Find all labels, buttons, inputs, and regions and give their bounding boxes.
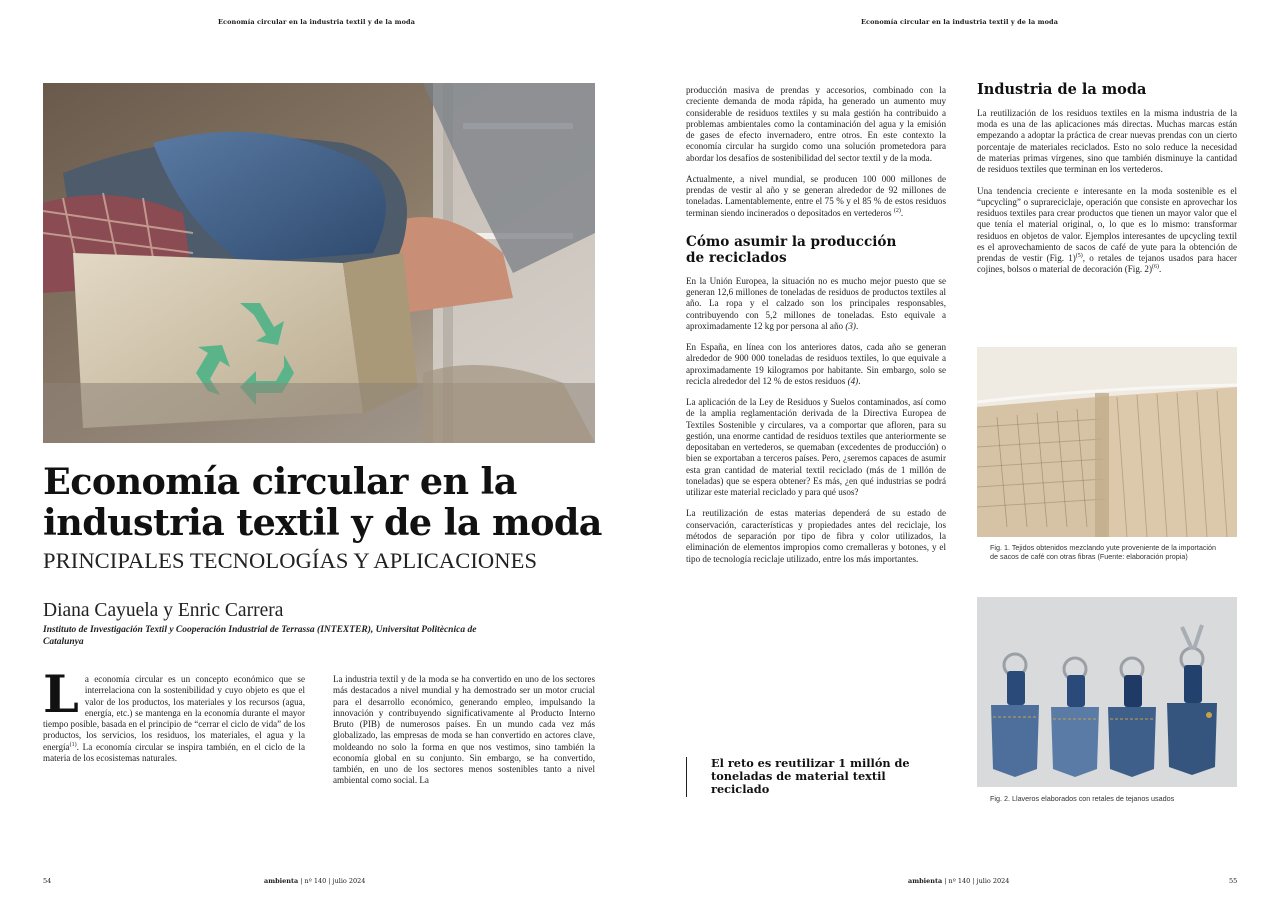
- footer-credit-left: [264, 877, 365, 885]
- figure-2-caption: Fig. 2. Llaveros elaborados con retales de tejanos usados: [990, 794, 1175, 803]
- figure-1-photo: [977, 347, 1237, 537]
- footnote-ref[interactable]: (6): [1152, 264, 1160, 271]
- footnote-ref[interactable]: (1): [69, 741, 77, 748]
- magazine-name: ambienta: [908, 877, 943, 885]
- paragraph: La reutilización de los residuos textiles en la misma industria de la moda es una de las aplicaciones más directas. Muchas marcas están empezando a adoptar la práctica de crear nuevas prendas con un cierto porcentaje de materiales reciclados. Esto no solo reduce la necesidad de materias primas vírgenes, sino que también disminuye la cantidad de residuos textiles que terminan en los vertederos.: [977, 107, 1237, 175]
- drop-cap: L: [43, 665, 79, 725]
- paragraph-text: Actualmente, a nivel mundial, se producen 100 000 millones de prendas de vestir al año y se generan alrededor de 92 millones de toneladas. Lamentablemente, entre el 75 % y el 85 % de estos residuos terminan siendo incinerados o depositados en vertederos: [686, 173, 946, 218]
- issue-info: | nº 140 | julio 2024: [942, 877, 1010, 885]
- paragraph-text: , o retales de tejanos usados para hacer cojines, bolsos o material de decoración (Fig. 2): [977, 253, 1237, 275]
- hero-illustration: [43, 83, 595, 443]
- industry-paragraph: La industria textil y de la moda se ha convertido en uno de los sectores más destacados a nivel mundial y ha demostrado ser un motor crucial para el desarrollo económico, generando empleo, impulsando la innovación y contribuyendo significativamente al Producto Interno Bruto (PIB) de numerosos países. En un mundo cada vez más globalizado, las empresas de moda se han convertido en actores clave, moldeando no solo la forma en que nos vestimos, sino también la economía global en su conjunto. Sin embargo, se ha convertido, también, en uno de los sectores menos sostenibles tanto a nivel ambiental como social. La: [333, 674, 595, 786]
- citation[interactable]: (3): [845, 320, 856, 331]
- jute-fabrics-illustration: [977, 347, 1237, 537]
- figure-2-photo: [977, 597, 1237, 787]
- citation[interactable]: (4): [847, 375, 859, 386]
- intro-text: a economía circular es un concepto económico que se interrelaciona con la sostenibilidad y cuyo objeto es que el valor de los productos, los materiales y los recursos (agua, energía, etc.) se mantenga en la economía durante el mayor tiempo posible, basada en el principio de “cerrar el ciclo de vida” de los productos, los servicios, los residuos, los materiales, el agua y la energía: [43, 674, 305, 752]
- denim-keychains-illustration: [977, 597, 1237, 787]
- paragraph-text: En España, en línea con los anteriores datos, cada año se generan alrededor de 900 000 toneladas de residuos textiles, lo que equivale a aproximadamente 19 kilogramos por habitante. Sin embargo, solo se recicla alrededor del 12 % de estos residuos: [686, 342, 946, 386]
- magazine-name: ambienta: [264, 877, 299, 885]
- paragraph-end: .: [900, 207, 904, 218]
- footer-credit-right: [908, 877, 1009, 885]
- section-heading: Cómo asumir la producción de reciclados: [686, 233, 897, 266]
- intro-text-end: . La economía circular se inspira también, en el ciclo de la materia de los ecosistemas naturales.: [43, 741, 305, 763]
- article-subtitle: PRINCIPALES TECNOLOGÍAS Y APLICACIONES: [43, 548, 538, 573]
- footnote-ref[interactable]: (5): [1075, 253, 1083, 260]
- footnote-ref[interactable]: (2): [893, 207, 901, 214]
- left-column-1: [43, 665, 305, 774]
- paragraph-end: .: [858, 375, 861, 386]
- paragraph: La reutilización de estas materias dependerá de su estado de conservación, características y propiedades antes del reciclaje, los métodos de separación por tipo de fibra y color utilizados, la eliminación de elementos impropios como cremalleras y botones, y el tipo de tecnología reciclaje utilizado, entre los más importantes.: [686, 508, 946, 564]
- article-title: Economía circular en la industria textil y de la moda: [43, 460, 602, 545]
- paragraph: producción masiva de prendas y accesorios, combinado con la creciente demanda de moda rápida, ha generado un aumento muy considerable de residuos textiles y su mala gestión ha contribuido a problemas ambientales como la contaminación del agua y la emisión de gases de efecto invernadero, entre otros. En este contexto la economía circular ha surgido como una solución prometedora para abordar los desafíos de sostenibilidad del sector textil y de la moda.: [686, 85, 946, 163]
- page-number-right: 55: [1229, 877, 1238, 885]
- left-column-2: [333, 674, 595, 797]
- paragraph-end: .: [855, 320, 859, 331]
- paragraph: [686, 276, 946, 332]
- paragraph: [977, 186, 1237, 276]
- paragraph: [686, 174, 946, 219]
- running-header-left: Economía circular en la industria textil y de la moda: [218, 18, 416, 26]
- paragraph-text: En la Unión Europea, la situación no es mucho mejor puesto que se generan 12,6 millones de toneladas de residuos de productos textiles al año. La ropa y el calzado son los principales responsables, contribuyendo con 5,2 millones de toneladas. Esto equivale a aproximadamente 12 kg por persona al año: [686, 275, 946, 331]
- running-header-right: Economía circular en la industria textil y de la moda: [861, 18, 1059, 26]
- paragraph: La aplicación de la Ley de Residuos y Suelos contaminados, así como de la amplia reglamentación derivada de la Directiva Europea de Textiles Sostenible y circulares, va a comportar que afloren, para su gestión, una enorme cantidad de residuos textiles que anteriormente se depositaban en vertederos, se quemaban (excedentes de producción) o bien se exportaban a terceros países. Pero, ¿seremos capaces de asumir esta gran cantidad de material textil reciclado (más de 1 millón de toneladas) que se espera obtener? Es más, ¿en qué industrias se podrá utilizar este material reciclado y para qué usos?: [686, 397, 946, 498]
- right-column-2: [977, 82, 1237, 286]
- paragraph: [686, 342, 946, 387]
- section-heading: Industria de la moda: [977, 81, 1147, 98]
- figure-1-caption: Fig. 1. Tejidos obtenidos mezclando yute proveniente de la importación de sacos de café con otras fibras (Fuente: elaboración propia): [990, 543, 1217, 562]
- page-number-left: 54: [43, 877, 52, 885]
- article-authors: Diana Cayuela y Enric Carrera: [43, 600, 284, 621]
- author-affiliation: Instituto de Investigación Textil y Cooperación Industrial de Terrassa (INTEXTER), Universitat Politècnica de Catalunya: [43, 625, 477, 647]
- issue-info: | nº 140 | julio 2024: [298, 877, 366, 885]
- paragraph-end: .: [1159, 264, 1162, 275]
- paragraph-text: Una tendencia creciente e interesante en la moda sostenible es el “upcycling” o suprareciclaje, operación que consiste en aprovechar los residuos textiles para crear productos que tienen un mayor valor que el que tenía el material original, o, lo que es lo mismo: transformar residuos en objetos de valor. Ejemplos interesantes de upcycling textil es el aprovechamiento de sacos de café de yute para la obtención de prendas de vestir (Fig. 1): [977, 185, 1237, 264]
- intro-paragraph: [43, 665, 305, 764]
- hero-photo: [43, 83, 595, 443]
- pull-quote: El reto es reutilizar 1 millón de toneladas de material textil reciclado: [686, 757, 921, 797]
- right-column-1: [686, 85, 946, 575]
